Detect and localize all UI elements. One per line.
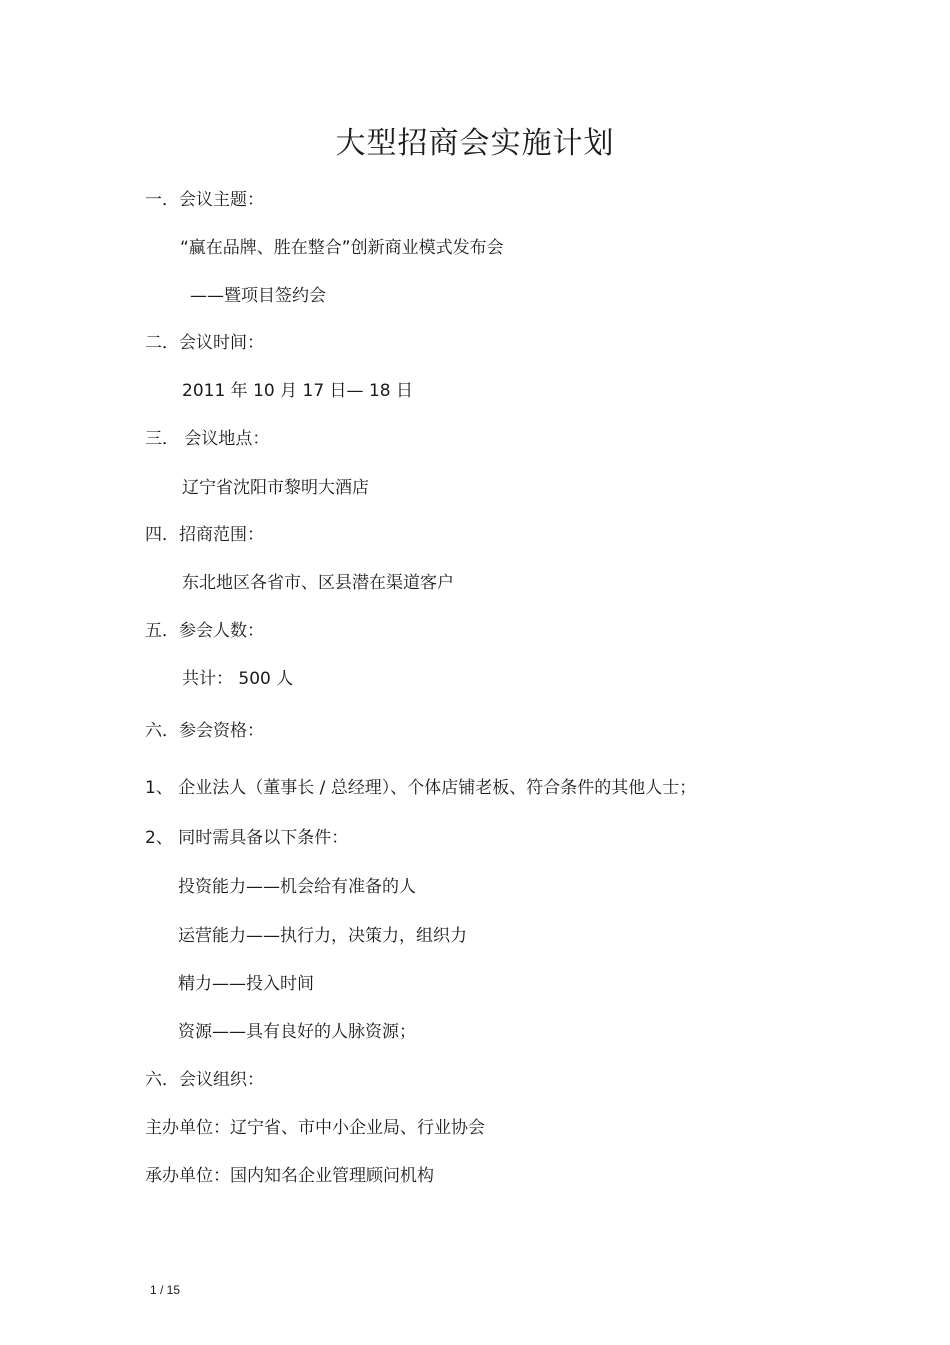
condition-energy: 精力——投入时间 (178, 974, 314, 994)
investment-scope-text: 东北地区各省市、区县潜在渠道客户 (182, 573, 454, 593)
section-heading-attendance: 五．参会人数： (145, 621, 264, 641)
attendance-count-text: 共计： 500 人 (182, 669, 294, 689)
meeting-time-text: 2011 年 10 月 17 日— 18 日 (182, 381, 413, 401)
section-heading-theme: 一．会议主题： (145, 190, 264, 210)
condition-resources: 资源——具有良好的人脉资源； (178, 1022, 416, 1042)
condition-operation: 运营能力——执行力，决策力，组织力 (178, 926, 467, 946)
organizer-text: 承办单位：国内知名企业管理顾问机构 (145, 1166, 434, 1186)
meeting-location-text: 辽宁省沈阳市黎明大酒店 (182, 478, 369, 498)
section-heading-organization: 六．会议组织： (145, 1070, 264, 1090)
section-heading-location: 三． 会议地点： (145, 429, 270, 449)
qualification-item-2: 2、 同时需具备以下条件： (145, 828, 349, 848)
section-heading-time: 二．会议时间： (145, 333, 264, 353)
meeting-subtitle-text: ——暨项目签约会 (190, 286, 326, 306)
meeting-theme-text: “赢在品牌、胜在整合”创新商业模式发布会 (180, 238, 504, 258)
condition-investment: 投资能力——机会给有准备的人 (178, 877, 416, 897)
section-heading-scope: 四．招商范围： (145, 525, 264, 545)
document-title: 大型招商会实施计划 (335, 126, 615, 161)
section-heading-qualification: 六．参会资格： (145, 721, 264, 741)
host-organization-text: 主办单位：辽宁省、市中小企业局、行业协会 (145, 1118, 485, 1138)
qualification-item-1: 1、 企业法人（董事长 / 总经理）、个体店铺老板、符合条件的其他人士； (145, 778, 697, 798)
page-number: 1 / 15 (150, 1283, 181, 1297)
